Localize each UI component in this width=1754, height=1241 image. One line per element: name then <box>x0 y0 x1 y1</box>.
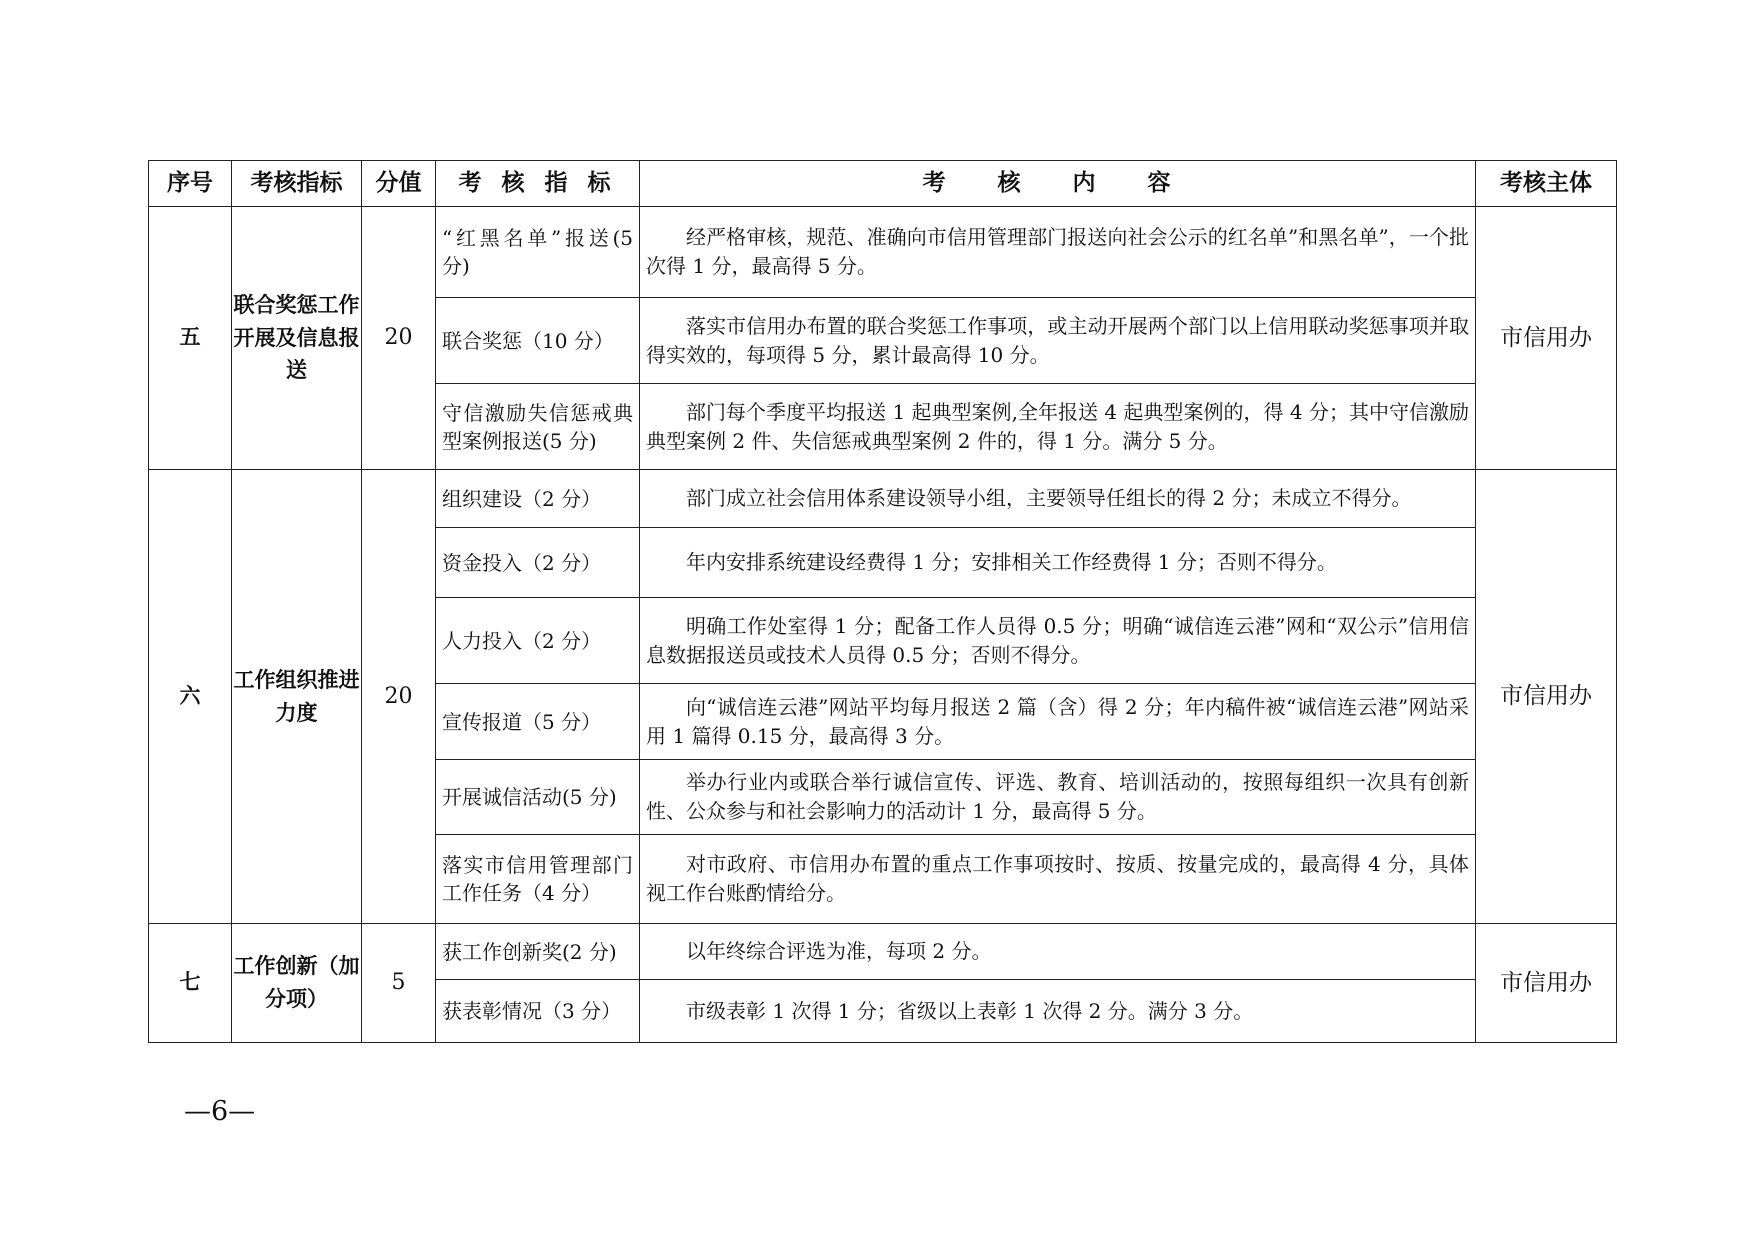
assessment-content: 市级表彰 1 次得 1 分；省级以上表彰 1 次得 2 分。满分 3 分。 <box>640 980 1476 1043</box>
group-indicator: 工作创新（加分项） <box>232 924 362 1043</box>
group-indicator: 工作组织推进力度 <box>232 470 362 924</box>
sub-indicator: 组织建设（2 分） <box>436 470 640 528</box>
group-number: 六 <box>149 470 232 924</box>
sub-indicator: 开展诚信活动(5 分) <box>436 760 640 835</box>
table-row <box>149 470 1617 528</box>
sub-indicator: 获工作创新奖(2 分) <box>436 924 640 980</box>
sub-indicator: 守信激励失信惩戒典型案例报送(5 分) <box>436 384 640 470</box>
group-score: 20 <box>362 470 436 924</box>
header-serial: 序号 <box>149 161 232 207</box>
group-number: 七 <box>149 924 232 1043</box>
group-score: 20 <box>362 207 436 470</box>
assessment-content: 部门每个季度平均报送 1 起典型案例,全年报送 4 起典型案例的，得 4 分；其中守信激励典型案例 2 件、失信惩戒典型案例 2 件的，得 1 分。满分 5 分。 <box>640 384 1476 470</box>
header-owner: 考核主体 <box>1476 161 1617 207</box>
page-number: —6— <box>184 1096 256 1127</box>
assessment-content: 以年终综合评选为准，每项 2 分。 <box>640 924 1476 980</box>
assessment-content: 落实市信用办布置的联合奖惩工作事项，或主动开展两个部门以上信用联动奖惩事项并取得实效的，每项得 5 分，累计最高得 10 分。 <box>640 298 1476 384</box>
table-row <box>149 207 1617 298</box>
assessment-content: 举办行业内或联合举行诚信宣传、评选、教育、培训活动的，按照每组织一次具有创新性、公众参与和社会影响力的活动计 1 分，最高得 5 分。 <box>640 760 1476 835</box>
group-score: 5 <box>362 924 436 1043</box>
group-owner: 市信用办 <box>1476 470 1617 924</box>
sub-indicator: 资金投入（2 分） <box>436 528 640 598</box>
assessment-table <box>148 160 1617 1043</box>
header-sub-indicator: 考 核 指 标 <box>436 161 640 207</box>
header-score: 分值 <box>362 161 436 207</box>
assessment-content: 对市政府、市信用办布置的重点工作事项按时、按质、按量完成的，最高得 4 分，具体视工作台账酌情给分。 <box>640 835 1476 924</box>
assessment-content: 年内安排系统建设经费得 1 分；安排相关工作经费得 1 分；否则不得分。 <box>640 528 1476 598</box>
sub-indicator: 获表彰情况（3 分） <box>436 980 640 1043</box>
sub-indicator: 宣传报道（5 分） <box>436 684 640 760</box>
sub-indicator: 联合奖惩（10 分） <box>436 298 640 384</box>
sub-indicator: 人力投入（2 分） <box>436 598 640 684</box>
sub-indicator: 落实市信用管理部门工作任务（4 分） <box>436 835 640 924</box>
group-number: 五 <box>149 207 232 470</box>
group-owner: 市信用办 <box>1476 207 1617 470</box>
group-indicator: 联合奖惩工作开展及信息报送 <box>232 207 362 470</box>
assessment-content: 部门成立社会信用体系建设领导小组，主要领导任组长的得 2 分；未成立不得分。 <box>640 470 1476 528</box>
assessment-content: 向“诚信连云港”网站平均每月报送 2 篇（含）得 2 分；年内稿件被“诚信连云港”网站采用 1 篇得 0.15 分，最高得 3 分。 <box>640 684 1476 760</box>
assessment-content: 经严格审核，规范、准确向市信用管理部门报送向社会公示的红名单”和黑名单”，一个批次得 1 分，最高得 5 分。 <box>640 207 1476 298</box>
group-owner: 市信用办 <box>1476 924 1617 1043</box>
header-content: 考 核 内 容 <box>640 161 1476 207</box>
assessment-content: 明确工作处室得 1 分；配备工作人员得 0.5 分；明确“诚信连云港”网和“双公示”信用信息数据报送员或技术人员得 0.5 分；否则不得分。 <box>640 598 1476 684</box>
table-row <box>149 924 1617 980</box>
header-indicator: 考核指标 <box>232 161 362 207</box>
table-header-row <box>149 161 1617 207</box>
sub-indicator: “红黑名单”报送(5 分) <box>436 207 640 298</box>
